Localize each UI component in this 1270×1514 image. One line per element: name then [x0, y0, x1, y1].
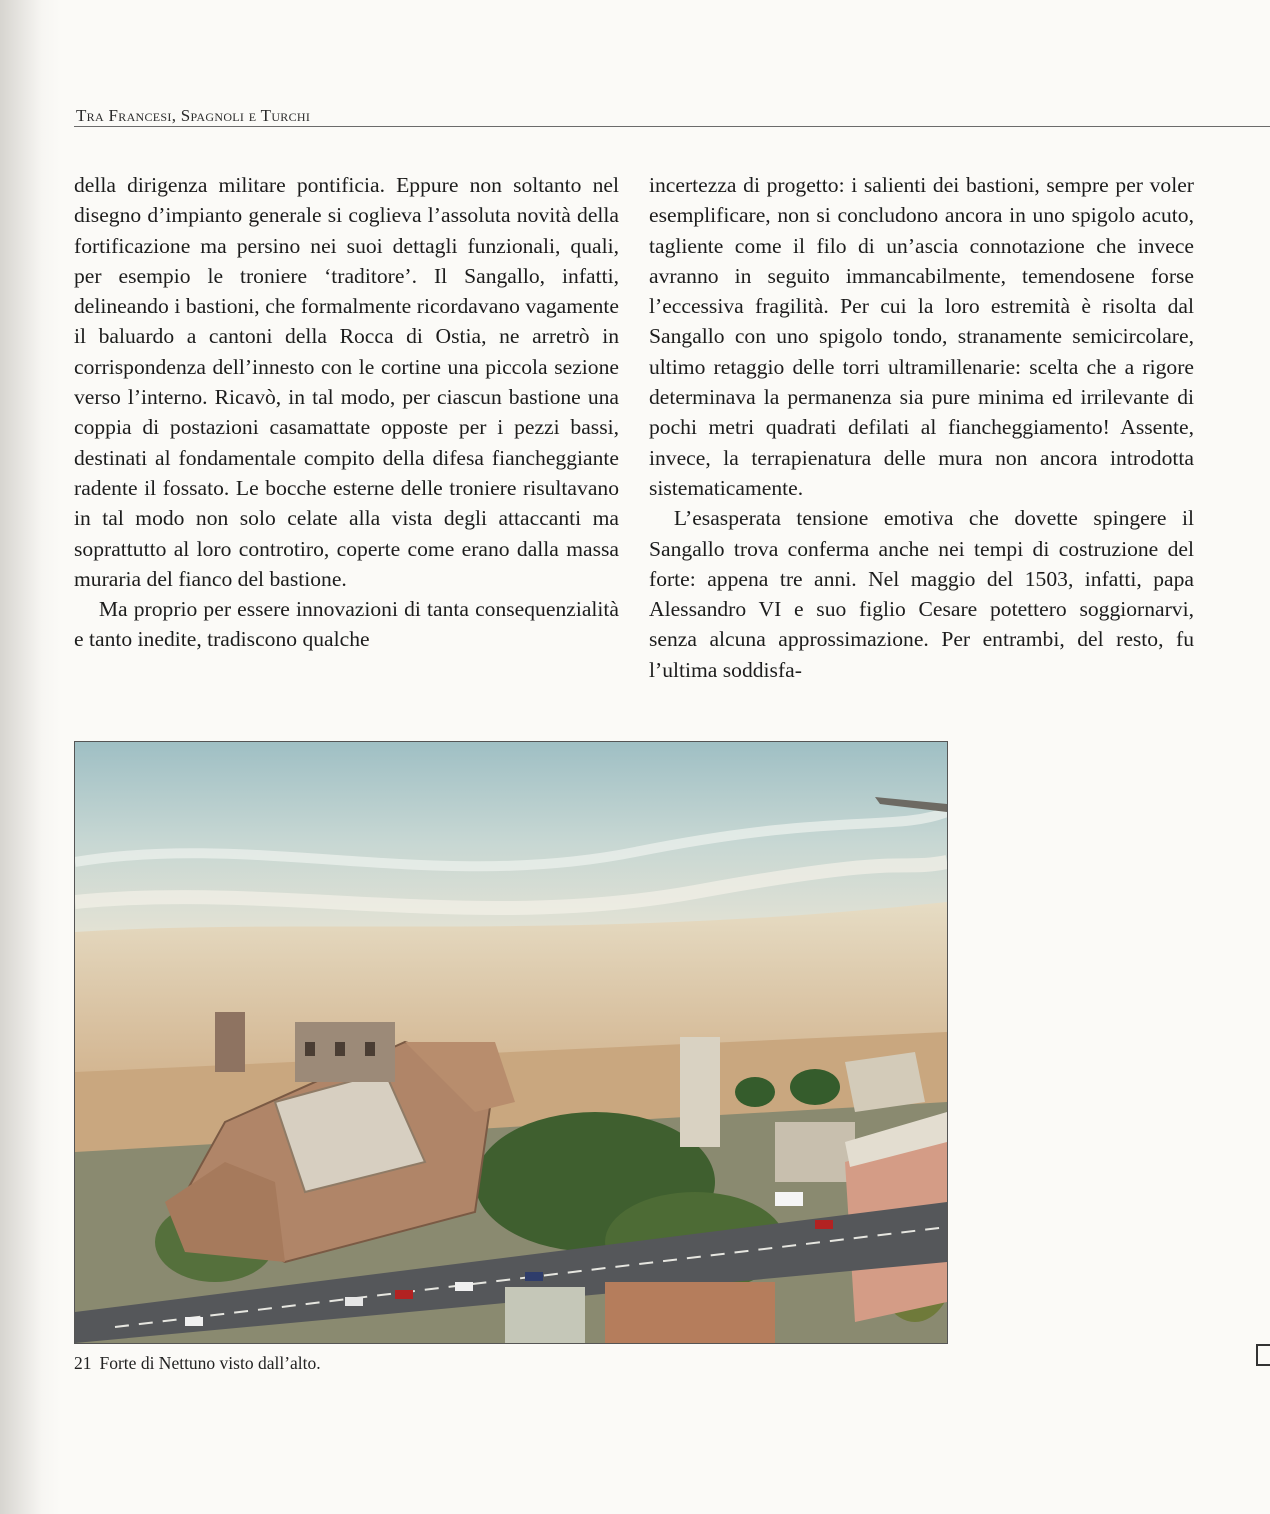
left-text-column	[74, 170, 619, 655]
figure-caption	[74, 1353, 321, 1374]
figure-caption-text: Forte di Nettuno visto dall’alto.	[99, 1353, 321, 1373]
running-head: Tra Francesi, Spagnoli e Turchi	[76, 106, 311, 125]
left-paragraph-2: Ma proprio per essere innovazioni di tanta consequenzialità e tanto inedite, tradiscono qualche	[74, 597, 619, 652]
right-text-column	[649, 170, 1194, 685]
right-paragraph-2: L’esasperata tensione emotiva che dovette spingere il Sangallo trova conferma anche nei tempi di costruzione del forte: appena tre anni. Nel maggio del 1503, infatti, papa Alessandro VI e suo figlio Cesare potettero soggiornarvi, senza alcuna approssimazione. Per entrambi, del resto, fu l’ultima soddisfa-	[649, 506, 1194, 682]
page-edge-mark	[1256, 1344, 1270, 1366]
header-rule	[74, 126, 1270, 127]
aerial-photo-fort	[75, 742, 947, 1343]
book-gutter-shadow	[0, 0, 60, 1514]
left-paragraph-1: della dirigenza militare pontificia. Eppure non soltanto nel disegno d’impianto generale si coglieva l’assoluta novità della fortificazione ma persino nei suoi dettagli funzionali, quali, per esempio le troniere ‘traditore’. Il Sangallo, infatti, delineando i bastioni, che formalmente ricordavano vagamente il baluardo a cantoni della Rocca di Ostia, ne arretrò in corrispondenza dell’innesto con le cortine una piccola sezione verso l’interno. Ricavò, in tal modo, per ciascun bastione una coppia di postazioni casamattate opposte per i pezzi bassi, destinati al fondamentale compito della difesa fiancheggiante radente il fossato. Le bocche esterne delle troniere risultavano in tal modo non solo celate alla vista degli attaccanti ma soprattutto al loro controtiro, coperte come erano dalla massa muraria del fianco del bastione.	[74, 173, 619, 591]
figure-number: 21	[74, 1353, 92, 1373]
aerial-photo-figure	[74, 741, 948, 1344]
right-paragraph-1: incertezza di progetto: i salienti dei bastioni, sempre per voler esemplificare, non si concludono ancora in uno spigolo acuto, tagliente come il filo di un’ascia connotazione che invece avranno in seguito immancabilmente, temendosene forse l’eccessiva fragilità. Per cui la loro estremità è risolta dal Sangallo con uno spigolo tondo, stranamente semicircolare, ultimo retaggio delle torri ultramillenarie: scelta che a rigore determinava la permanenza sia pure minima ed irrilevante di pochi metri quadrati defilati al fiancheggiamento! Assente, invece, la terrapienatura delle mura non ancora introdotta sistematicamente.	[649, 173, 1194, 500]
